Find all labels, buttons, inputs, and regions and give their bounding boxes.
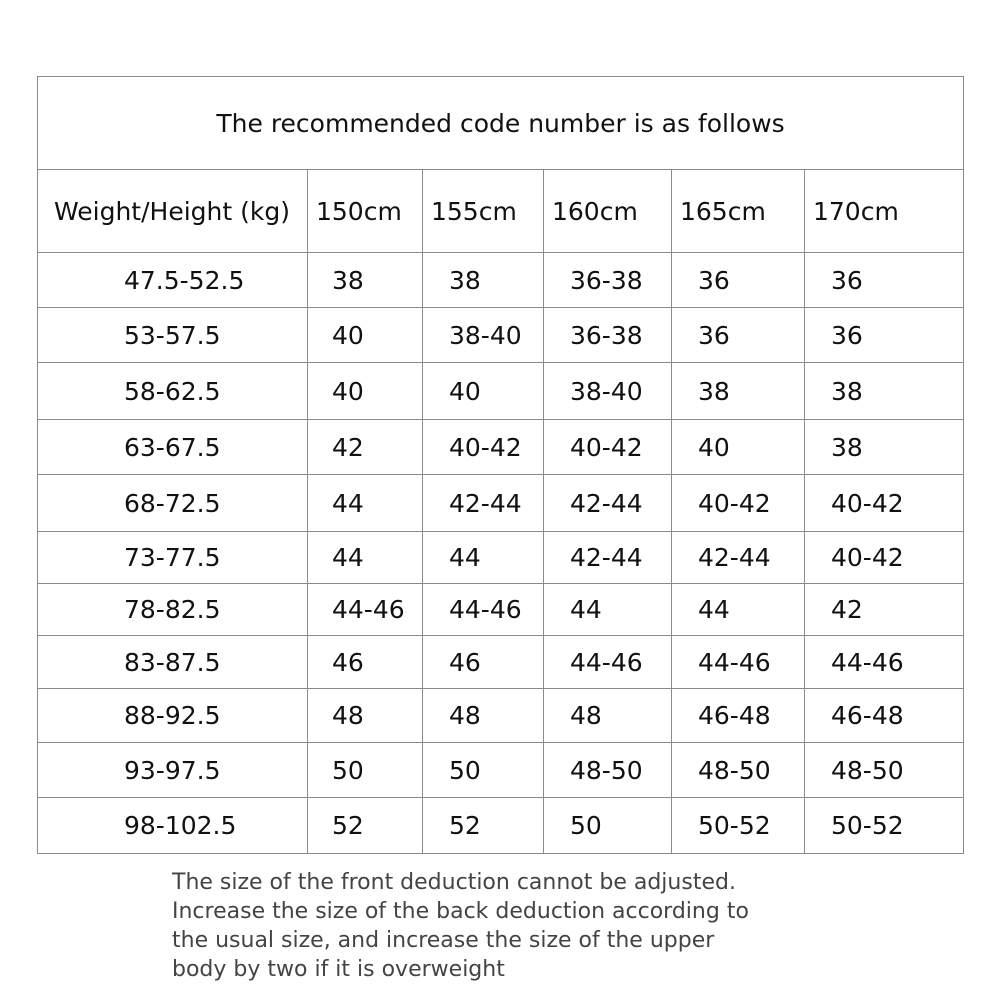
size-code-cell: 40 bbox=[423, 363, 544, 420]
size-code-cell: 40 bbox=[308, 363, 423, 420]
size-code-cell: 44 bbox=[423, 532, 544, 584]
size-code-cell: 48 bbox=[544, 689, 672, 743]
size-code-cell: 42-44 bbox=[544, 475, 672, 532]
size-code-cell: 38-40 bbox=[544, 363, 672, 420]
size-code-cell: 38 bbox=[423, 253, 544, 308]
size-code-cell: 44-46 bbox=[423, 584, 544, 636]
weight-range-cell: 88-92.5 bbox=[38, 689, 308, 743]
size-note bbox=[172, 868, 892, 984]
size-code-cell: 50 bbox=[308, 743, 423, 798]
size-code-cell: 42-44 bbox=[544, 532, 672, 584]
size-code-cell: 44-46 bbox=[805, 636, 964, 689]
header-160cm: 160cm bbox=[544, 170, 672, 253]
size-code-cell: 46-48 bbox=[672, 689, 805, 743]
note-line: Increase the size of the back deduction according to bbox=[172, 899, 749, 924]
size-code-cell: 36 bbox=[672, 253, 805, 308]
size-code-cell: 50 bbox=[544, 798, 672, 854]
size-code-cell: 42-44 bbox=[423, 475, 544, 532]
size-code-cell: 48-50 bbox=[672, 743, 805, 798]
size-code-cell: 40 bbox=[308, 308, 423, 363]
table-row bbox=[38, 636, 964, 689]
size-code-cell: 40-42 bbox=[672, 475, 805, 532]
table-title: The recommended code number is as follows bbox=[38, 77, 964, 170]
weight-range-cell: 58-62.5 bbox=[38, 363, 308, 420]
weight-range-cell: 78-82.5 bbox=[38, 584, 308, 636]
size-code-cell: 46 bbox=[308, 636, 423, 689]
header-150cm: 150cm bbox=[308, 170, 423, 253]
size-code-cell: 52 bbox=[423, 798, 544, 854]
size-code-cell: 50-52 bbox=[672, 798, 805, 854]
header-weight-height: Weight/Height (kg) bbox=[38, 170, 308, 253]
weight-range-cell: 68-72.5 bbox=[38, 475, 308, 532]
table-row bbox=[38, 689, 964, 743]
size-code-cell: 48 bbox=[423, 689, 544, 743]
size-chart-table bbox=[37, 76, 964, 854]
weight-range-cell: 47.5-52.5 bbox=[38, 253, 308, 308]
table-row bbox=[38, 798, 964, 854]
size-code-cell: 44 bbox=[544, 584, 672, 636]
size-code-cell: 44-46 bbox=[672, 636, 805, 689]
size-code-cell: 42 bbox=[308, 420, 423, 475]
size-code-cell: 36 bbox=[805, 253, 964, 308]
table-row bbox=[38, 363, 964, 420]
size-code-cell: 40-42 bbox=[805, 475, 964, 532]
weight-range-cell: 98-102.5 bbox=[38, 798, 308, 854]
size-code-cell: 46 bbox=[423, 636, 544, 689]
size-code-cell: 46-48 bbox=[805, 689, 964, 743]
weight-range-cell: 73-77.5 bbox=[38, 532, 308, 584]
weight-range-cell: 83-87.5 bbox=[38, 636, 308, 689]
table-row bbox=[38, 308, 964, 363]
size-code-cell: 50 bbox=[423, 743, 544, 798]
note-line: The size of the front deduction cannot be adjusted. bbox=[172, 870, 736, 895]
size-code-cell: 44 bbox=[308, 532, 423, 584]
size-code-cell: 38 bbox=[308, 253, 423, 308]
table-row bbox=[38, 420, 964, 475]
size-code-cell: 42-44 bbox=[672, 532, 805, 584]
size-code-cell: 40 bbox=[672, 420, 805, 475]
size-code-cell: 40-42 bbox=[423, 420, 544, 475]
header-165cm: 165cm bbox=[672, 170, 805, 253]
size-code-cell: 48-50 bbox=[544, 743, 672, 798]
weight-range-cell: 53-57.5 bbox=[38, 308, 308, 363]
header-155cm: 155cm bbox=[423, 170, 544, 253]
size-code-cell: 44-46 bbox=[308, 584, 423, 636]
note-line: body by two if it is overweight bbox=[172, 957, 505, 982]
table-row bbox=[38, 532, 964, 584]
size-code-cell: 52 bbox=[308, 798, 423, 854]
size-code-cell: 40-42 bbox=[544, 420, 672, 475]
size-code-cell: 36 bbox=[672, 308, 805, 363]
table-row bbox=[38, 743, 964, 798]
note-line: the usual size, and increase the size of the upper bbox=[172, 928, 715, 953]
header-row bbox=[38, 170, 964, 253]
size-code-cell: 50-52 bbox=[805, 798, 964, 854]
table-title-row bbox=[38, 77, 964, 170]
size-code-cell: 36-38 bbox=[544, 308, 672, 363]
table-row bbox=[38, 253, 964, 308]
weight-range-cell: 63-67.5 bbox=[38, 420, 308, 475]
size-code-cell: 48-50 bbox=[805, 743, 964, 798]
size-code-cell: 44 bbox=[308, 475, 423, 532]
size-code-cell: 42 bbox=[805, 584, 964, 636]
size-code-cell: 38 bbox=[672, 363, 805, 420]
size-code-cell: 36-38 bbox=[544, 253, 672, 308]
size-code-cell: 44-46 bbox=[544, 636, 672, 689]
weight-range-cell: 93-97.5 bbox=[38, 743, 308, 798]
size-code-cell: 38 bbox=[805, 363, 964, 420]
size-code-cell: 48 bbox=[308, 689, 423, 743]
size-code-cell: 38-40 bbox=[423, 308, 544, 363]
size-code-cell: 36 bbox=[805, 308, 964, 363]
size-code-cell: 44 bbox=[672, 584, 805, 636]
header-170cm: 170cm bbox=[805, 170, 964, 253]
size-code-cell: 38 bbox=[805, 420, 964, 475]
size-code-cell: 40-42 bbox=[805, 532, 964, 584]
table-row bbox=[38, 584, 964, 636]
table-row bbox=[38, 475, 964, 532]
